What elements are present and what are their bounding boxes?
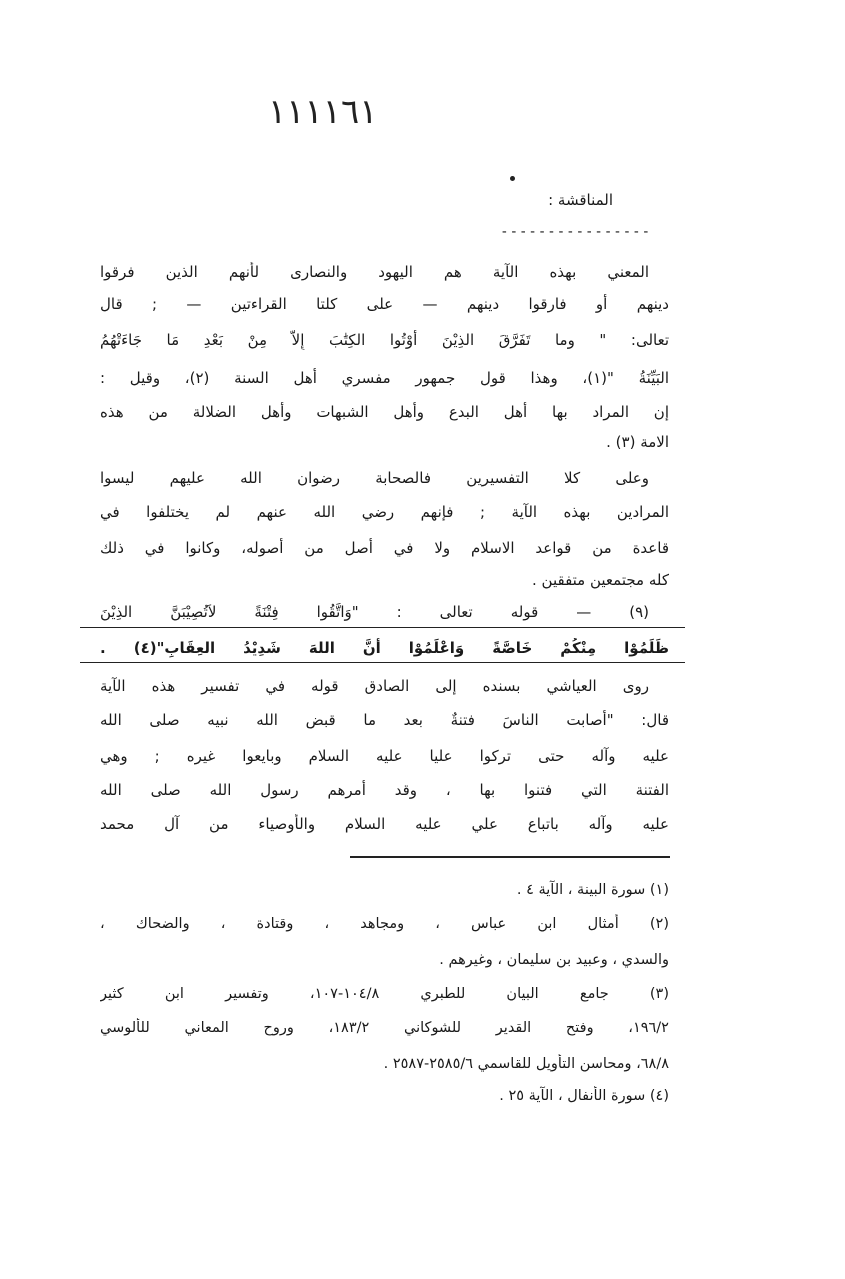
- footnote-line: ١٩٦/٢، وفتح القدير للشوكاني ١٨٣/٢، وروح المعاني للألوسي: [100, 1020, 669, 1036]
- body-line: الفتنة التي فتنوا بها ، وقد أمرهم رسول الله صلى الله: [100, 781, 669, 799]
- body-line: دينهم أو فارقوا دينهم — على كلتا القراءتين — ; قال: [100, 295, 669, 313]
- body-line: المرادين بهذه الآية ; فإنهم رضي الله عنهم لم يختلفوا في: [100, 503, 669, 521]
- body-line: روى العياشي بسنده إلى الصادق قوله في تفسير هذه الآية: [100, 677, 649, 695]
- verse-underline: [80, 627, 685, 628]
- body-line: إن المراد بها أهل البدع وأهل الشبهات وأهل الضلالة من هذه: [100, 403, 669, 421]
- footnote-line: ٦٨/٨، ومحاسن التأويل للقاسمي ٢٥٨٥/٦-٢٥٨٧ .: [383, 1056, 669, 1072]
- body-line: قال: "أصابت الناسَ فتنةٌ بعد ما قبض الله نبيه صلى الله: [100, 711, 669, 729]
- body-line: كله مجتمعين متفقين .: [532, 571, 669, 589]
- body-line: الامة (٣) .: [606, 433, 669, 451]
- verse-underline: [80, 662, 685, 663]
- section-heading: المناقشة :: [548, 191, 613, 209]
- body-line: عليه وآله حتى تركوا عليا عليه السلام وبايعوا غيره ; وهي: [100, 747, 669, 765]
- page-number: ١١١١٦١: [268, 92, 378, 132]
- footnote-line: (٤) سورة الأنفال ، الآية ٢٥ .: [499, 1088, 669, 1104]
- footnote-separator: [350, 856, 670, 858]
- body-line: تعالى: " وما تَفَرَّقَ الذِيْنَ أُوْتُوا الكِتَٰبَ إِلاَّ مِنْ بَعْدِ مَا جَاءَتْهُمُ: [100, 331, 669, 349]
- body-line: وعلى كلا التفسيرين فالصحابة رضوان الله عليهم ليسوا: [100, 469, 649, 487]
- heading-separator: ----------------: [500, 224, 651, 240]
- body-line: المعني بهذه الآية هم اليهود والنصارى لأنهم الذين فرقوا: [100, 263, 649, 281]
- verse-line: (٩) — قوله تعالى : "وَاتَّقُوا فِتْنَةً لاَتُصِيْبَنَّ الذِيْنَ: [100, 603, 649, 621]
- body-line: عليه وآله باتباع علي عليه السلام والأوصياء من آل محمد: [100, 815, 669, 833]
- footnote-line: (٣) جامع البيان للطبري ١٠٤/٨-١٠٧، وتفسير ابن كثير: [100, 986, 669, 1002]
- body-line: البَيِّنَةُ "(١)، وهذا قول جمهور مفسري أهل السنة (٢)، وقيل :: [100, 369, 669, 387]
- verse-line: ظَلَمُوْا مِنْكُمْ خَاصَّةً وَاعْلَمُوْا أَنَّ اللهَ شَدِيْدُ العِقَابِ"(٤) .: [100, 639, 669, 657]
- footnote-line: (٢) أمثال ابن عباس ، ومجاهد ، وقتادة ، والضحاك ،: [100, 916, 669, 932]
- footnote-line: والسدي ، وعبيد بن سليمان ، وغيرهم .: [439, 952, 669, 968]
- body-line: قاعدة من قواعد الاسلام ولا في أصل من أصوله، وكانوا في ذلك: [100, 539, 669, 557]
- footnote-line: (١) سورة البينة ، الآية ٤ .: [516, 882, 669, 898]
- ink-dot: [510, 176, 515, 181]
